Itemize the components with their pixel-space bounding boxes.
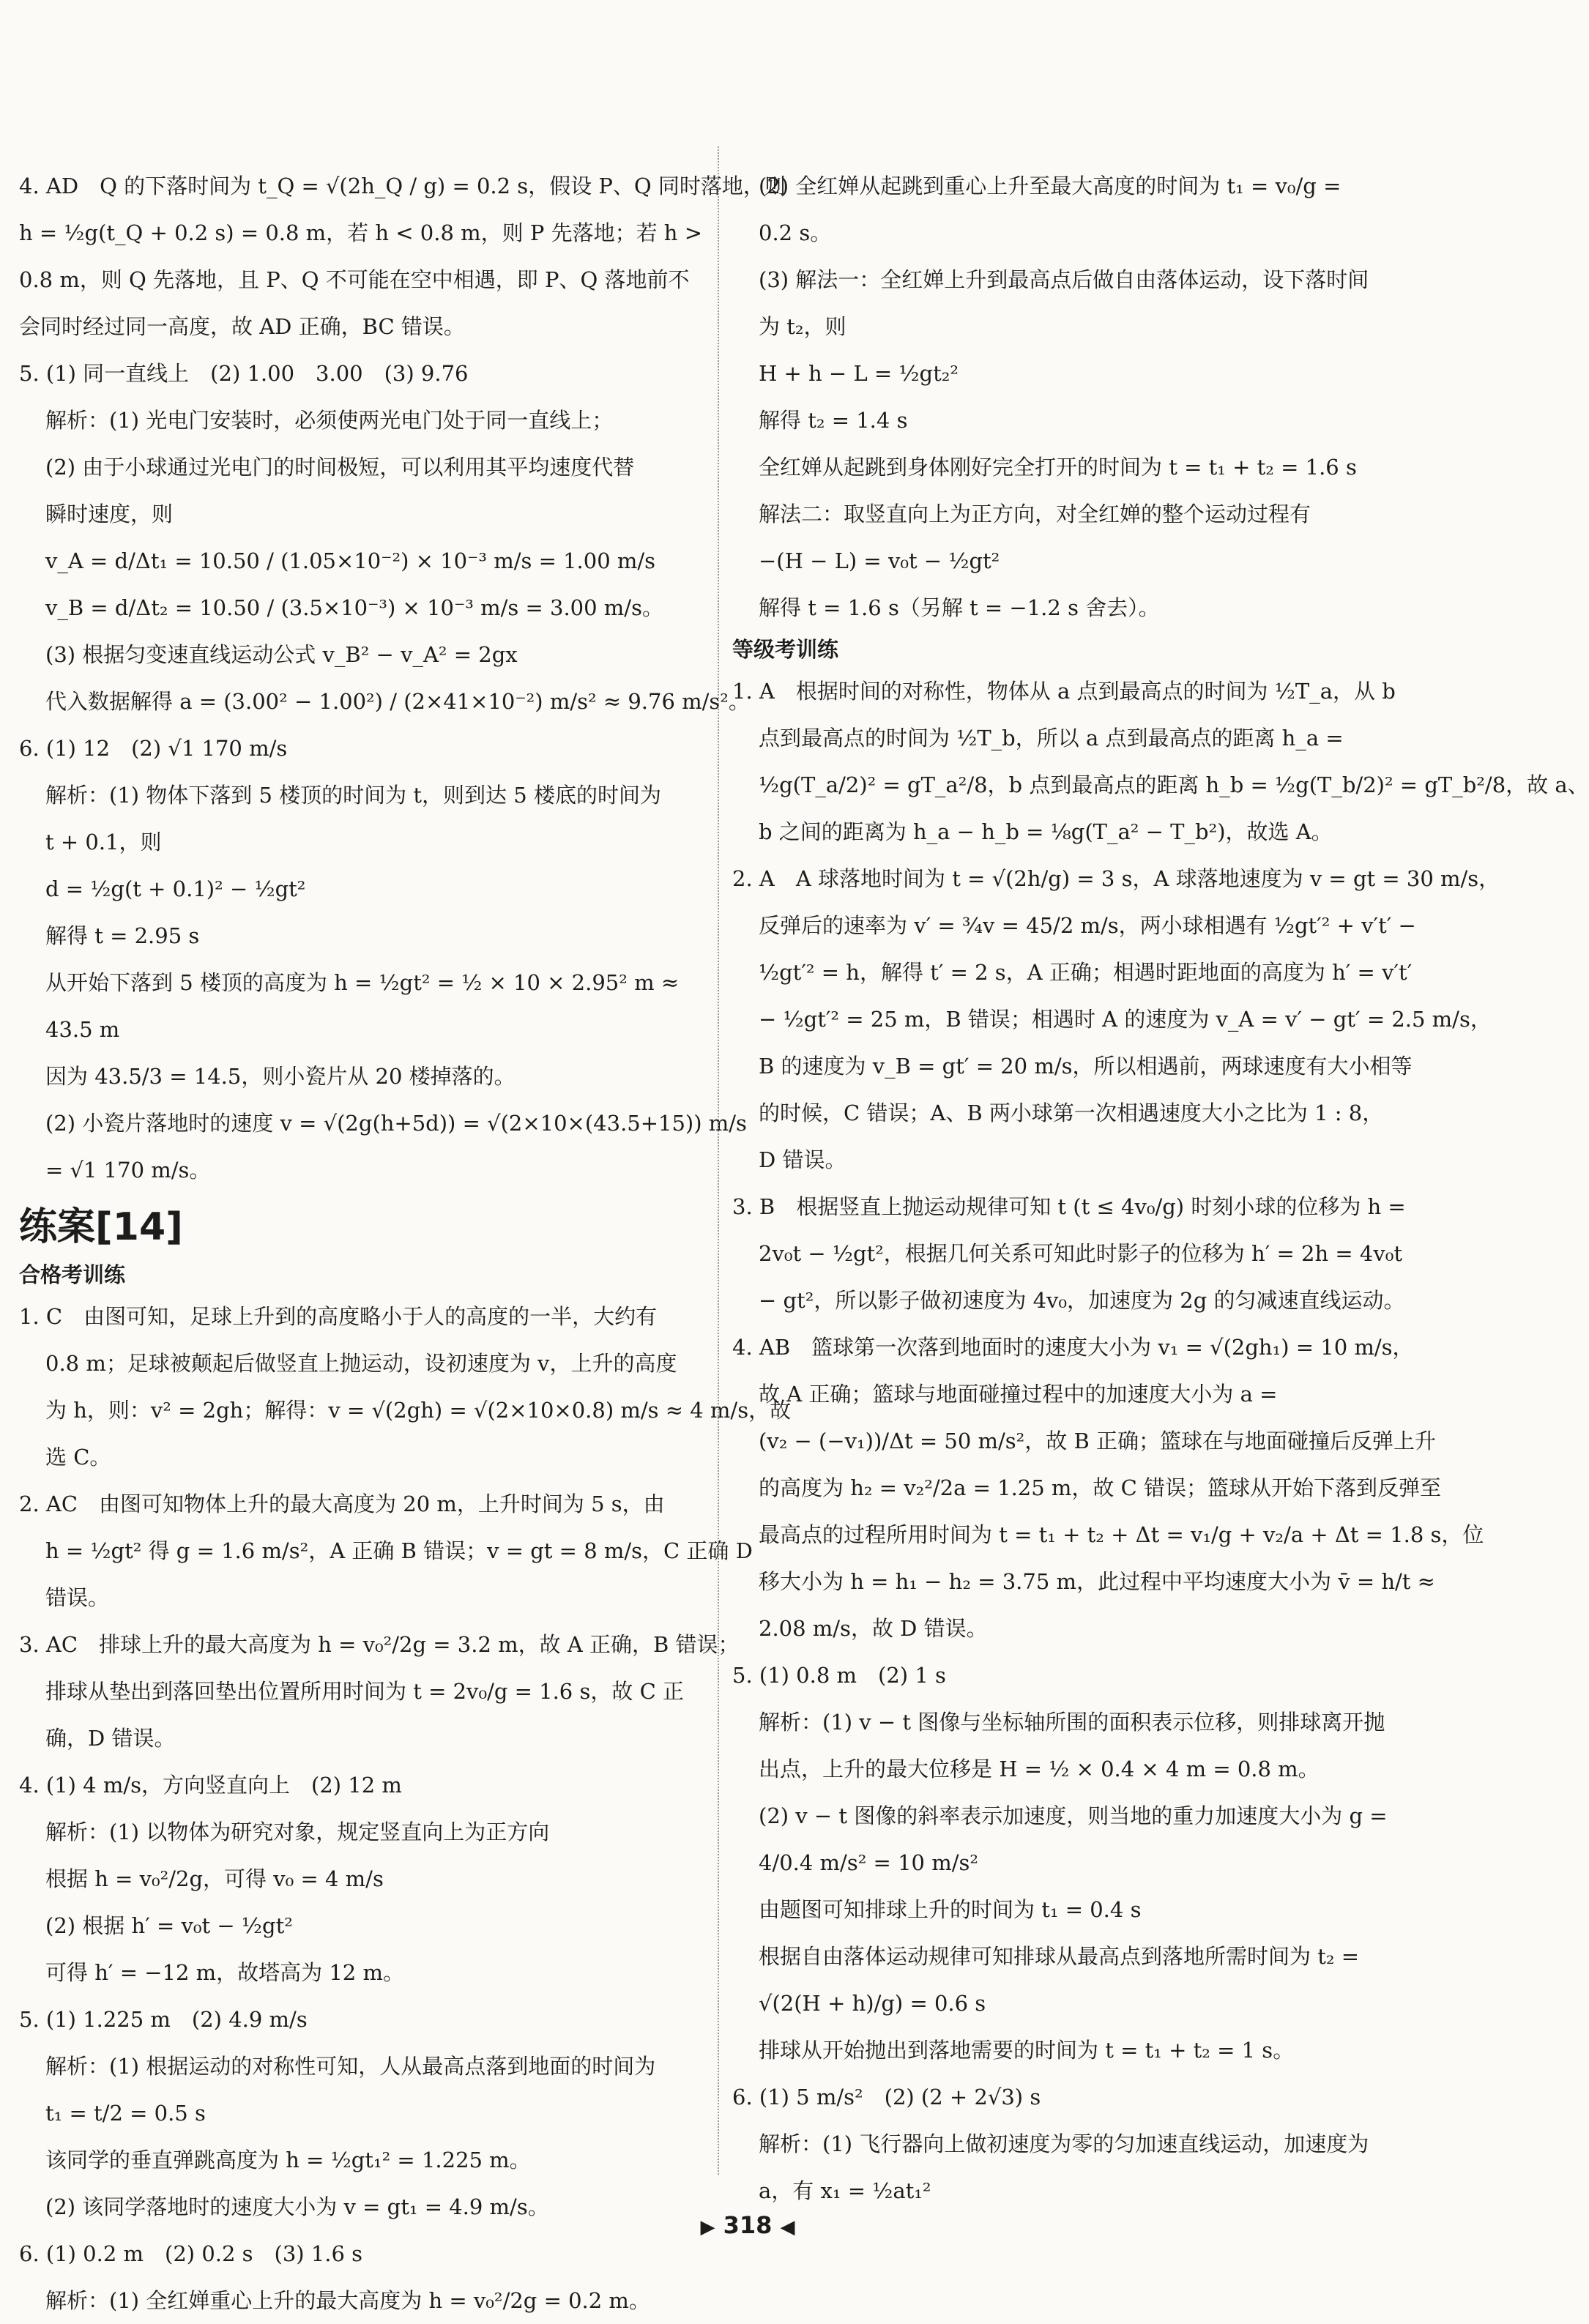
text-line: 解析：(1) 飞行器向上做初速度为零的匀加速直线运动，加速度为 [759, 2131, 1369, 2156]
text-line: d = ½g(t + 0.1)² − ½gt² [45, 876, 306, 901]
text-line: (2) v − t 图像的斜率表示加速度，则当地的重力加速度大小为 g = [759, 1803, 1388, 1828]
text-line: ½gt′² = h，解得 t′ = 2 s，A 正确；相遇时距地面的高度为 h′ = v′t′ [759, 960, 1413, 985]
text-line: 排球从开始抛出到落地需要的时间为 t = t₁ + t₂ = 1 s。 [759, 2038, 1295, 2063]
text-line: 3. AC 排球上升的最大高度为 h = v₀²/2g = 3.2 m，故 A 正确，B 错误； [19, 1632, 740, 1657]
text-line: 5. (1) 0.8 m (2) 1 s [732, 1663, 946, 1688]
right-answers-part1 [732, 163, 1472, 631]
text-line: − ½gt′² = 25 m，B 错误；相遇时 A 的速度为 v_A = v′ − gt′ = 2.5 m/s， [759, 1007, 1492, 1032]
text-line: (3) 根据匀变速直线运动公式 v_B² − v_A² = 2gx [45, 642, 518, 667]
text-line: 出点，上升的最大位移是 H = ½ × 0.4 × 4 m = 0.8 m。 [759, 1757, 1320, 1781]
text-line: 反弹后的速率为 v′ = ¾v = 45/2 m/s，两小球相遇有 ½gt′² + v′t′ − [759, 913, 1416, 938]
text-line: a，有 x₁ = ½at₁² [759, 2178, 931, 2203]
text-line: 0.8 m，则 Q 先落地，且 P、Q 不可能在空中相遇，即 P、Q 落地前不 [19, 267, 690, 292]
text-line: 从开始下落到 5 楼顶的高度为 h = ½gt² = ½ × 10 × 2.95² m ≈ [45, 970, 680, 995]
page-number: 318 [723, 2211, 773, 2239]
text-line: 移大小为 h = h₁ − h₂ = 3.75 m，此过程中平均速度大小为 v̄ = h/t ≈ [759, 1569, 1435, 1594]
text-line: 排球从垫出到落回垫出位置所用时间为 t = 2v₀/g = 1.6 s，故 C 正 [45, 1679, 684, 1704]
text-line: 因为 43.5/3 = 14.5，则小瓷片从 20 楼掉落的。 [45, 1064, 516, 1089]
text-line: 6. (1) 5 m/s² (2) (2 + 2√3) s [732, 2085, 1041, 2109]
text-line: 点到最高点的时间为 ½T_b，所以 a 点到最高点的距离 h_a = [759, 726, 1344, 751]
text-line: 会同时经过同一高度，故 AD 正确，BC 错误。 [19, 314, 465, 339]
text-line: 代入数据解得 a = (3.00² − 1.00²) / (2×41×10⁻²) m/s² ≈ 9.76 m/s²。 [45, 689, 750, 714]
text-line: 6. (1) 0.2 m (2) 0.2 s (3) 1.6 s [19, 2241, 363, 2266]
text-line: 4/0.4 m/s² = 10 m/s² [759, 1850, 978, 1875]
text-line: 解析：(1) 根据运动的对称性可知，人从最高点落到地面的时间为 [45, 2054, 656, 2079]
right-answers-part2 [732, 668, 1589, 2214]
text-line: 解析：(1) 物体下落到 5 楼顶的时间为 t，则到达 5 楼底的时间为 [45, 783, 661, 808]
text-line: t₁ = t/2 = 0.5 s [45, 2101, 206, 2126]
text-line: (2) 该同学落地时的速度大小为 v = gt₁ = 4.9 m/s。 [45, 2194, 549, 2219]
text-line: 为 h，则：v² = 2gh；解得：v = √(2gh) = √(2×10×0.8) m/s ≈ 4 m/s，故 [45, 1398, 792, 1423]
text-line: (v₂ − (−v₁))/Δt = 50 m/s²，故 B 正确；篮球在与地面碰撞后反弹上升 [759, 1429, 1437, 1453]
text-line: 由题图可知排球上升的时间为 t₁ = 0.4 s [759, 1897, 1142, 1922]
text-line: h = ½g(t_Q + 0.2 s) = 0.8 m，若 h < 0.8 m，则 P 先落地；若 h > [19, 220, 702, 245]
text-line: 根据自由落体运动规律可知排球从最高点到落地所需时间为 t₂ = [759, 1944, 1360, 1969]
text-line: 5. (1) 同一直线上 (2) 1.00 3.00 (3) 9.76 [19, 361, 469, 386]
text-line: 为 t₂，则 [759, 314, 846, 339]
text-line: − gt²，所以影子做初速度为 4v₀，加速度为 2g 的匀减速直线运动。 [759, 1288, 1405, 1313]
text-line: 解析：(1) 光电门安装时，必须使两光电门处于同一直线上； [45, 408, 614, 433]
right-triangle-icon: ▶ [700, 2216, 715, 2238]
text-line: 解得 t₂ = 1.4 s [759, 408, 908, 433]
text-line: 瞬时速度，则 [45, 502, 174, 526]
subsection-qualifying: 合格考训练 [19, 1262, 126, 1287]
text-line: 选 C。 [45, 1445, 111, 1470]
page-footer [0, 2211, 1495, 2239]
text-line: 错误。 [45, 1585, 110, 1610]
text-line: 0.2 s。 [759, 220, 832, 245]
text-line: 全红婵从起跳到身体刚好完全打开的时间为 t = t₁ + t₂ = 1.6 s [759, 455, 1357, 480]
text-line: 6. (1) 12 (2) √1 170 m/s [19, 736, 288, 761]
text-line: B 的速度为 v_B = gt′ = 20 m/s，所以相遇前，两球速度有大小相等 [759, 1054, 1413, 1079]
text-line: v_A = d/Δt₁ = 10.50 / (1.05×10⁻²) × 10⁻³ m/s = 1.00 m/s [45, 548, 656, 573]
text-line: 4. AB 篮球第一次落到地面时的速度大小为 v₁ = √(2gh₁) = 10 m/s， [732, 1335, 1414, 1360]
subsection-advanced: 等级考训练 [732, 637, 839, 662]
text-line: b 之间的距离为 h_a − h_b = ⅛g(T_a² − T_b²)，故选 A。 [759, 819, 1333, 844]
column-divider [718, 146, 720, 2175]
text-line: 0.8 m；足球被颠起后做竖直上抛运动，设初速度为 v，上升的高度 [45, 1351, 677, 1376]
section-title: 练案[14] [19, 1205, 183, 1249]
text-line: (3) 解法一：全红婵上升到最高点后做自由落体运动，设下落时间 [759, 267, 1369, 292]
text-line: 根据 h = v₀²/2g，可得 v₀ = 4 m/s [45, 1866, 384, 1891]
text-line: 2.08 m/s，故 D 错误。 [759, 1616, 988, 1641]
text-line: 5. (1) 1.225 m (2) 4.9 m/s [19, 2007, 308, 2032]
text-line: 解得 t = 2.95 s [45, 923, 200, 948]
text-line: 确，D 错误。 [45, 1726, 176, 1751]
text-line: 1. A 根据时间的对称性，物体从 a 点到最高点的时间为 ½T_a，从 b [732, 679, 1396, 704]
text-line: ½g(T_a/2)² = gT_a²/8，b 点到最高点的距离 h_b = ½g(T_b/2)² = gT_b²/8，故 a、 [759, 772, 1589, 797]
right-column [732, 163, 1589, 2214]
text-line: 2. AC 由图可知物体上升的最大高度为 20 m，上升时间为 5 s，由 [19, 1491, 665, 1516]
left-triangle-icon: ◀ [780, 2216, 795, 2238]
text-line: t + 0.1，则 [45, 830, 162, 854]
text-line: (2) 根据 h′ = v₀t − ½gt² [45, 1913, 293, 1938]
text-line: 4. AD Q 的下落时间为 t_Q = √(2h_Q / g) = 0.2 s，假设 P、Q 同时落地，则 [19, 174, 786, 198]
text-line: (2) 小瓷片落地时的速度 v = √(2g(h+5d)) = √(2×10×(43.5+15)) m/s [45, 1111, 747, 1136]
text-line: (2) 全红婵从起跳到重心上升至最大高度的时间为 t₁ = v₀/g = [759, 174, 1341, 198]
text-line: = √1 170 m/s。 [45, 1158, 211, 1183]
text-line: 2. A A 球落地时间为 t = √(2h/g) = 3 s，A 球落地速度为 v = gt = 30 m/s， [732, 866, 1500, 891]
text-line: 的高度为 h₂ = v₂²/2a = 1.25 m，故 C 错误；篮球从开始下落到反弹至 [759, 1475, 1442, 1500]
text-line: 2v₀t − ½gt²，根据几何关系可知此时影子的位移为 h′ = 2h = 4v₀t [759, 1241, 1402, 1266]
text-line: 的时候，C 错误；A、B 两小球第一次相遇速度大小之比为 1 : 8， [759, 1100, 1384, 1125]
text-line: H + h − L = ½gt₂² [759, 361, 959, 386]
text-line: 解法二：取竖直向上为正方向，对全红婵的整个运动过程有 [759, 502, 1311, 526]
text-line: D 错误。 [759, 1147, 846, 1172]
text-line: (2) 由于小球通过光电门的时间极短，可以利用其平均速度代替 [45, 455, 635, 480]
text-line: 4. (1) 4 m/s，方向竖直向上 (2) 12 m [19, 1773, 402, 1798]
text-line: 可得 h′ = −12 m，故塔高为 12 m。 [45, 1960, 404, 1985]
text-line: −(H − L) = v₀t − ½gt² [759, 548, 1000, 573]
text-line: 故 A 正确；篮球与地面碰撞过程中的加速度大小为 a = [759, 1382, 1278, 1407]
text-line: 解析：(1) v − t 图像与坐标轴所围的面积表示位移，则排球离开抛 [759, 1710, 1385, 1735]
text-line: 解析：(1) 以物体为研究对象，规定竖直向上为正方向 [45, 1820, 550, 1844]
text-line: 43.5 m [45, 1017, 120, 1042]
text-line: 3. B 根据竖直上抛运动规律可知 t (t ≤ 4v₀/g) 时刻小球的位移为 h = [732, 1194, 1406, 1219]
text-line: 最高点的过程所用时间为 t = t₁ + t₂ + Δt = v₁/g + v₂/a + Δt = 1.8 s，位 [759, 1522, 1484, 1547]
text-line: 解得 t = 1.6 s（另解 t = −1.2 s 舍去）。 [759, 595, 1160, 620]
text-line: 解析：(1) 全红婵重心上升的最大高度为 h = v₀²/2g = 0.2 m。 [45, 2288, 650, 2313]
text-line: 1. C 由图可知，足球上升到的高度略小于人的高度的一半，大约有 [19, 1304, 658, 1329]
text-line: √(2(H + h)/g) = 0.6 s [759, 1991, 986, 2016]
text-line: v_B = d/Δt₂ = 10.50 / (3.5×10⁻³) × 10⁻³ m/s = 3.00 m/s。 [45, 595, 663, 620]
text-line: h = ½gt² 得 g = 1.6 m/s²，A 正确 B 错误；v = gt = 8 m/s，C 正确 D [45, 1538, 753, 1563]
text-line: 该同学的垂直弹跳高度为 h = ½gt₁² = 1.225 m。 [45, 2148, 531, 2172]
